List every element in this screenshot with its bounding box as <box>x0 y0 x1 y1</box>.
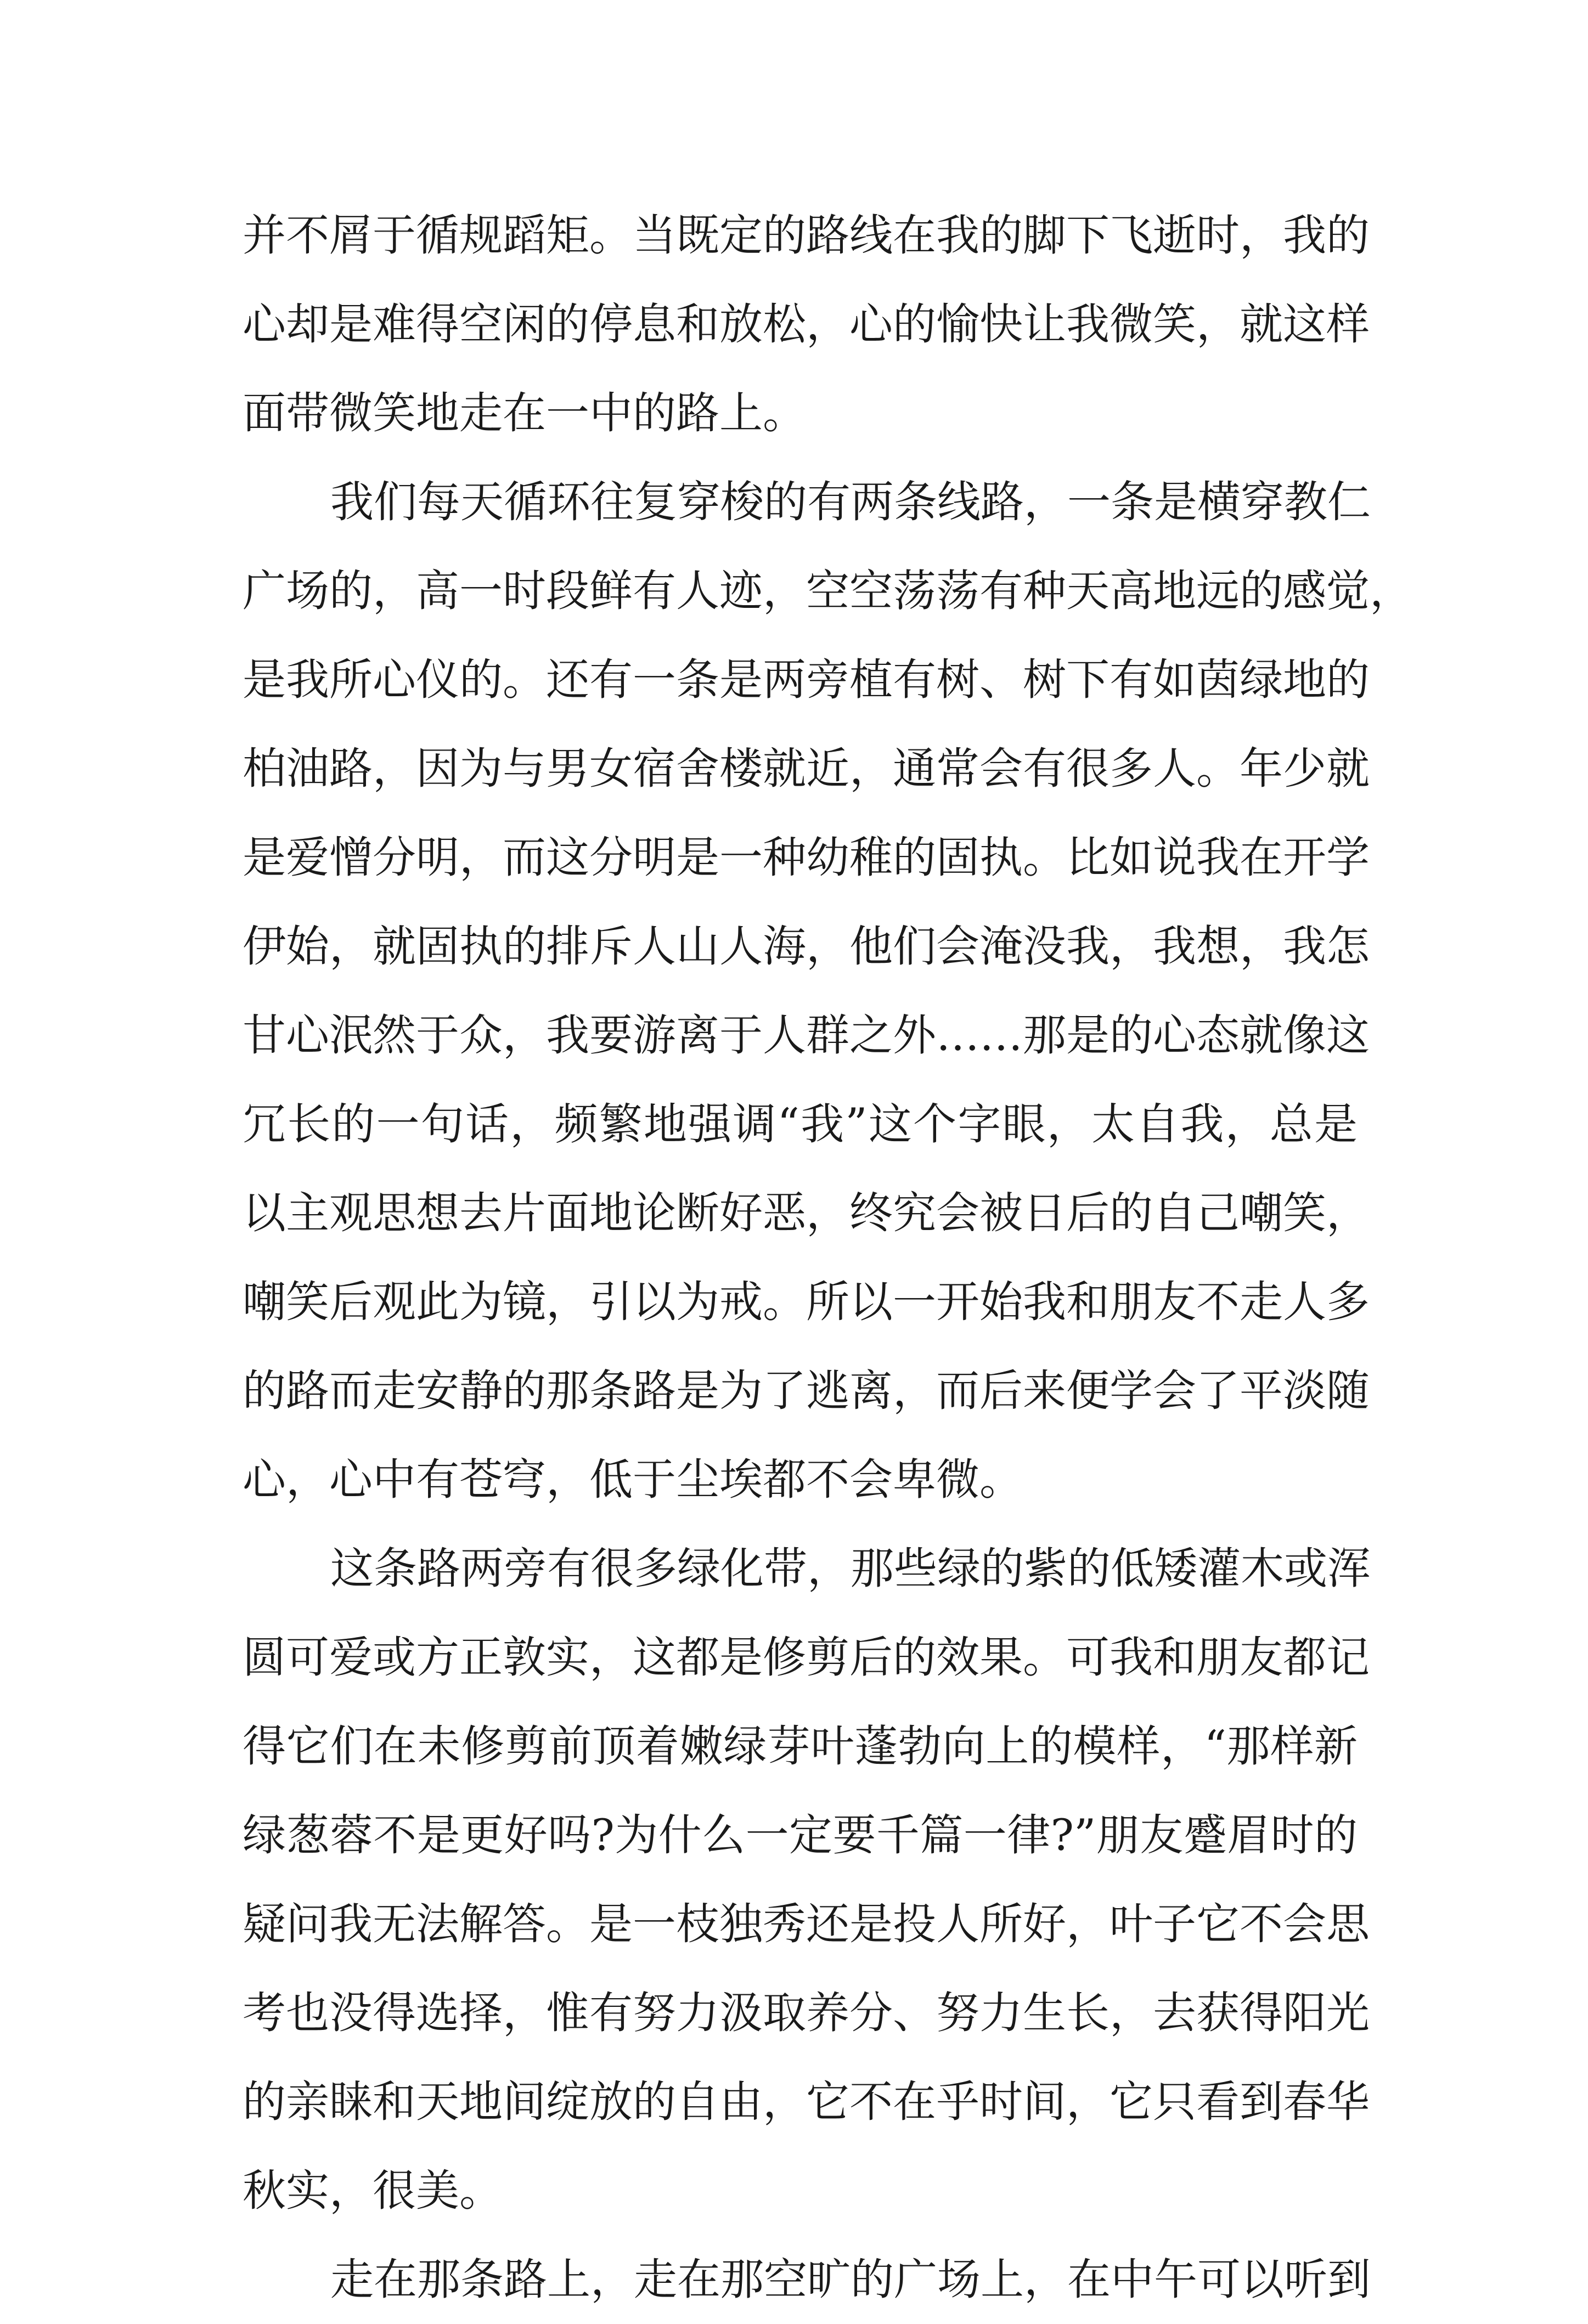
text-line: 面带微笑地走在一中的路上。 <box>243 388 806 438</box>
text-line: 的路而走安静的那条路是为了逃离，而后来便学会了平淡随 <box>243 1366 1370 1416</box>
text-line: 考也没得选择，惟有努力汲取养分、努力生长，去获得阳光 <box>243 1988 1370 2038</box>
text-line: 这条路两旁有很多绿化带，那些绿的紫的低矮灌木或浑 <box>330 1543 1371 1594</box>
text-line: 绿葱蓉不是更好吗?为什么一定要千篇一律?”朋友蹙眉时的 <box>243 1810 1358 1860</box>
text-line: 是我所心仪的。还有一条是两旁植有树、树下有如茵绿地的 <box>243 655 1370 705</box>
text-line: 得它们在未修剪前顶着嫩绿芽叶蓬勃向上的模样，“那样新 <box>243 1721 1358 1772</box>
text-line: 冗长的一句话，频繁地强调“我”这个字眼，太自我，总是 <box>243 1099 1358 1149</box>
text-line: 走在那条路上，走在那空旷的广场上，在中午可以听到 <box>330 2254 1371 2305</box>
paragraph <box>243 2235 1371 2324</box>
text-line: 疑问我无法解答。是一枝独秀还是投人所好，叶子它不会思 <box>243 1899 1370 1949</box>
text-line: 心却是难得空闲的停息和放松，心的愉快让我微笑，就这样 <box>243 299 1370 349</box>
text-line: 伊始，就固执的排斥人山人海，他们会淹没我，我想，我怎 <box>243 921 1370 972</box>
text-line: 圆可爱或方正敦实，这都是修剪后的效果。可我和朋友都记 <box>243 1632 1370 1683</box>
text-line: 是爱憎分明，而这分明是一种幼稚的固执。比如说我在开学 <box>243 832 1370 883</box>
text-line: 甘心泯然于众，我要游离于人群之外……那是的心态就像这 <box>243 1010 1370 1061</box>
text-line: 的亲睐和天地间绽放的自由，它不在乎时间，它只看到春华 <box>243 2077 1370 2127</box>
text-line: 柏油路，因为与男女宿舍楼就近，通常会有很多人。年少就 <box>243 743 1370 794</box>
text-line: 嘲笑后观此为镜，引以为戒。所以一开始我和朋友不走人多 <box>243 1277 1370 1327</box>
text-line: 我们每天循环往复穿梭的有两条线路，一条是横穿教仁 <box>330 477 1371 527</box>
text-line: 心，心中有苍穹，低于尘埃都不会卑微。 <box>243 1454 1023 1505</box>
paragraph <box>243 191 1370 458</box>
document-body <box>243 191 1413 2324</box>
paragraph <box>243 458 1413 1524</box>
paragraph <box>243 1524 1371 2235</box>
text-line: 广场的，高一时段鲜有人迹，空空荡荡有种天高地远的感觉， <box>243 566 1413 616</box>
text-line: 以主观思想去片面地论断好恶，终究会被日后的自己嘲笑， <box>243 1188 1370 1238</box>
text-line: 并不屑于循规蹈矩。当既定的路线在我的脚下飞逝时，我的 <box>243 210 1370 261</box>
text-line: 秋实，很美。 <box>243 2165 503 2216</box>
